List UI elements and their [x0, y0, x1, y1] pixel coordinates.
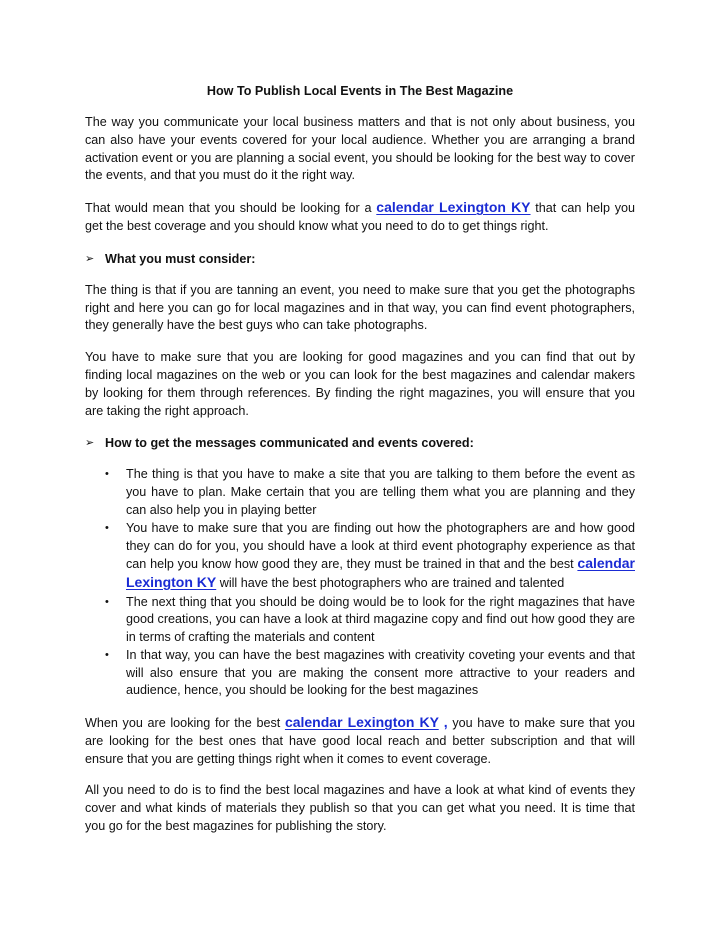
arrow-bullet-icon: ➢	[85, 252, 95, 265]
section-heading-text: How to get the messages communicated and events covered:	[105, 436, 474, 451]
bullet-list	[85, 466, 635, 700]
closing-paragraph-2: All you need to do is to find the best local magazines and have a look at what kind of events they cover and what kinds of materials they publish so that you can get what you need. It is time that you go for the best magazines for publishing the story.	[85, 783, 635, 834]
list-item	[105, 647, 635, 700]
list-item	[105, 520, 635, 592]
list-item-text: In that way, you can have the best magazines with creativity coveting your events and that will also ensure that you are making the consent more attractive to your readers and audience, hence, you should be looking for the best magazines	[126, 648, 635, 698]
bullet-dot-icon: •	[105, 649, 109, 662]
list-item-text-before: You have to make sure that you are finding out how the photographers are and how good they can do for you, you should have a look at third event photography experience as that can help you know how good they are, they must be trained in that and the best	[126, 521, 635, 572]
magazines-paragraph: You have to make sure that you are looking for good magazines and you can find that out by finding local magazines on the web or you can look for the best magazines and calendar makers by looking for them through references. By finding the right magazines, you will ensure that you are taking the right approach.	[85, 350, 635, 418]
list-item	[105, 466, 635, 519]
section-heading-text: What you must consider:	[105, 251, 256, 266]
section-heading-consider	[85, 250, 635, 268]
paragraph-text-after: that can help you get the best coverage and you should know what you need to do to get things right.	[85, 201, 636, 233]
photographs-paragraph: The thing is that if you are tanning an event, you need to make sure that you get the photographs right and here you can go for local magazines and in that way, you can find event photographers, they generally have the best guys who can take photographs.	[85, 282, 635, 333]
paragraph-text-after: you have to make sure that you are looking for the best ones that have good local reach and better subscription and that will ensure that you are getting things right when it comes to event coverage.	[85, 716, 635, 766]
section-heading-messages	[85, 434, 635, 452]
calendar-lexington-link[interactable]: calendar Lexington KY	[284, 714, 439, 731]
list-item-text-after: will have the best photographers who are trained and talented	[216, 575, 565, 590]
paragraph-text-before: That would mean that you should be looking for a	[85, 201, 377, 216]
list-item-text: The thing is that you have to make a site that you are talking to them before the event as you have to plan. Make certain that you are telling them what you are planning and they can also help you in playing better	[126, 467, 635, 517]
bullet-dot-icon: •	[105, 595, 109, 608]
calendar-lexington-link[interactable]: calendar Lexington KY	[376, 199, 531, 216]
bullet-dot-icon: •	[105, 522, 109, 535]
closing-paragraph-1	[85, 714, 635, 768]
paragraph-text-before: When you are looking for the best	[85, 716, 285, 731]
calendar-lexington-link[interactable]: calendar Lexington KY	[126, 555, 635, 590]
calendar-paragraph	[85, 199, 635, 236]
list-item-text: The next thing that you should be doing would be to look for the right magazines that have good creations, you can have a look at third magazine copy and find out how good they are in terms of crafting the materials and content	[126, 594, 635, 644]
arrow-bullet-icon: ➢	[85, 437, 95, 450]
intro-paragraph: The way you communicate your local business matters and that is not only about business, you can also have your events covered for your local audience. Whether you are arranging a brand activation event or you are planning a social event, you should be looking for the best way to cover the events, and that you must do it the right way.	[85, 115, 635, 183]
bullet-dot-icon: •	[105, 468, 109, 481]
list-item	[105, 594, 635, 647]
link-comma: ,	[438, 714, 448, 731]
page-title: How To Publish Local Events in The Best Magazine	[206, 84, 514, 98]
